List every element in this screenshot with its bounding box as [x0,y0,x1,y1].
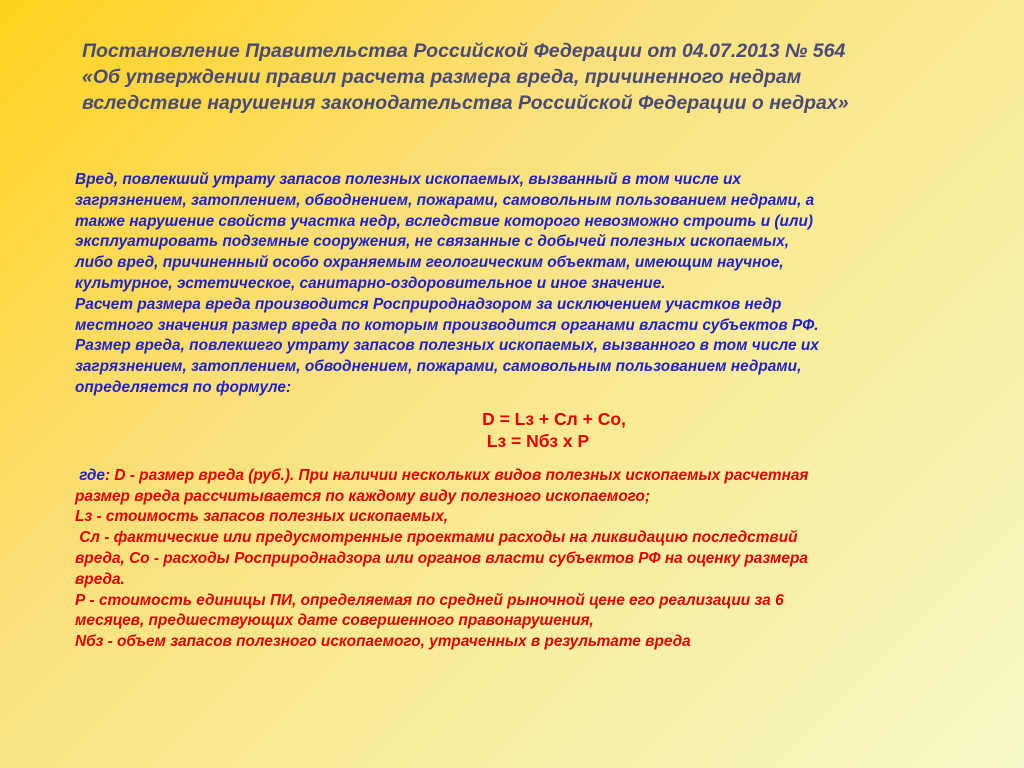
definition-line: размер вреда рассчитывается по каждому виду полезного ископаемого; [75,487,651,505]
body-line: культурное, эстетическое, санитарно-оздоровительное и иное значение. [75,274,666,292]
body-line: определяется по формуле: [75,378,292,396]
slide-body [75,170,995,653]
body-line: либо вред, причиненный особо охраняемым геологическим объектам, имеющим научное, [75,254,784,272]
definition-line: вреда. [75,570,125,588]
definition-line: Р - стоимость единицы ПИ, определяемая по средней рыночной цене его реализации за 6 [75,591,784,609]
title-line: Постановление Правительства Российской Федерации от 04.07.2013 № 564 [82,40,846,62]
body-line: Размер вреда, повлекшего утрату запасов полезных ископаемых, вызванного в том числе их [75,337,819,355]
definition-line: Сл - фактические или предусмотренные проектами расходы на ликвидацию последствий [75,529,798,547]
body-line: Вред, повлекший утрату запасов полезных ископаемых, вызванный в том числе их [75,171,741,188]
body-line: эксплуатировать подземные сооружения, не связанные с добычей полезных ископаемых, [75,233,790,251]
definition-line: месяцев, предшествующих дате совершенного правонарушения, [75,612,594,630]
title-line: «Об утверждении правил расчета размера вреда, причиненного недрам [82,66,802,88]
definition-line: Nбз - объем запасов полезного ископаемого, утраченных в результате вреда [75,633,691,651]
body-line: загрязнением, затоплением, обводнением, пожарами, самовольным пользованием недрами, а [75,191,815,209]
description-block [75,170,995,399]
body-line: местного значения размер вреда по которым производится органами власти субъектов РФ. [75,316,819,334]
body-line: загрязнением, затоплением, обводнением, пожарами, самовольным пользованием недрами, [75,358,802,376]
body-line: также нарушение свойств участка недр, вследствие которого невозможно строить и (или) [75,212,814,230]
formula-line-2: Lз = Nбз х Р [486,430,590,451]
where-label: где [79,466,105,484]
definition-line: Lз - стоимость запасов полезных ископаемых, [75,508,449,526]
definition-line [75,466,995,487]
title-line: вследствие нарушения законодательства Российской Федерации о недрах» [82,92,849,114]
body-line: Расчет размера вреда производится Росприроднадзором за исключением участков недр [75,295,782,313]
definition-line: вреда, Со - расходы Росприроднадзора или органов власти субъектов РФ на оценку размера [75,549,808,567]
definitions-block [75,466,995,653]
formula-line-1: D = Lз + Сл + Со, [482,408,626,429]
definition-text: : D - размер вреда (руб.). При наличии нескольких видов полезных ископаемых расчетная [104,466,809,484]
slide-title [82,38,1002,116]
formula-block [75,408,995,452]
